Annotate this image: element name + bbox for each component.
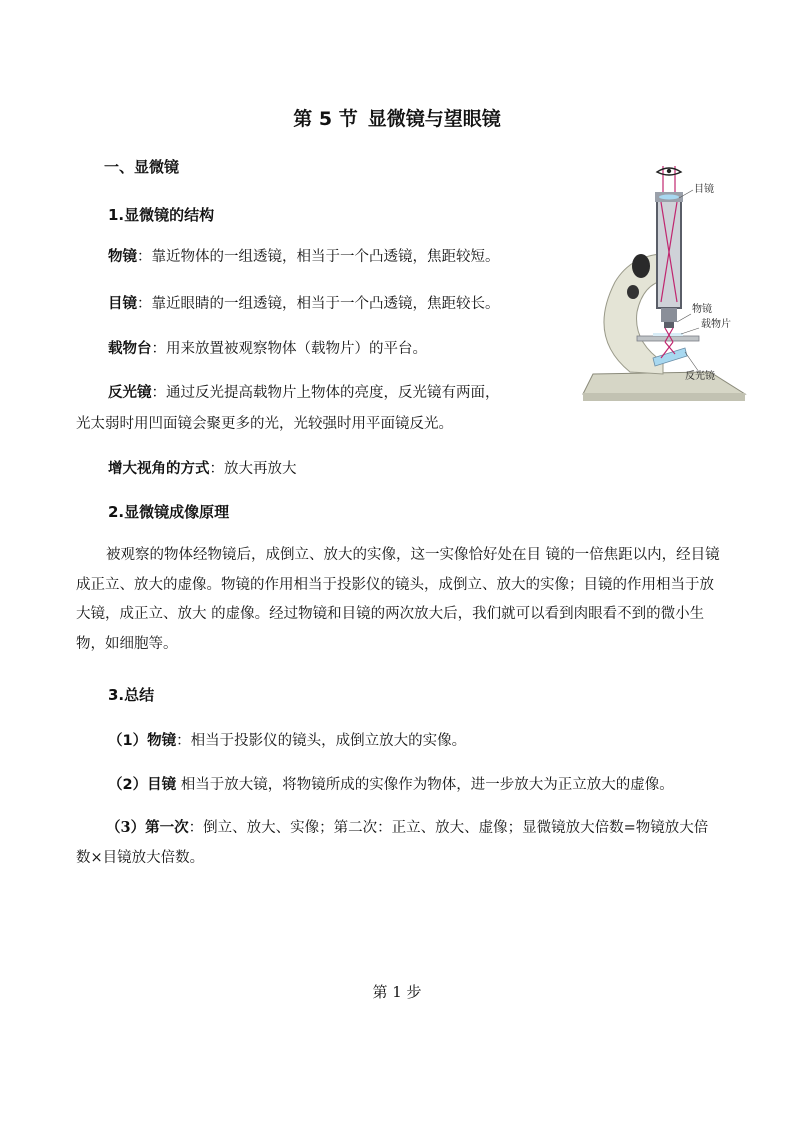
eyepiece-lens — [659, 195, 679, 200]
subheading-summary: 3.总结 — [108, 686, 155, 704]
summary-text: ：相当于投影仪的镜头，成倒立放大的实像。 — [176, 733, 467, 749]
microscope-diagram — [575, 162, 750, 407]
summary-text: ：倒立、放大、实像；第二次：正立、放大、虚像；显微镜放大倍数=物镜放大倍数×目镜放大倍数。 — [76, 820, 709, 866]
page-title — [0, 104, 794, 131]
summary-item-3 — [76, 813, 720, 873]
summary-num: （3） — [106, 819, 146, 836]
heading-microscope: 一、显微镜 — [104, 158, 180, 176]
summary-term: 物镜 — [147, 733, 177, 749]
item-objective — [108, 245, 500, 266]
summary-num: （1） — [108, 733, 148, 749]
item-term: 目镜 — [108, 296, 137, 312]
coarse-focus-knob — [632, 254, 650, 278]
section-number: 第 5 节 — [293, 108, 358, 130]
objective-lens — [664, 322, 674, 328]
item-text: ：靠近眼睛的一组透镜，相当于一个凸透镜，焦距较长。 — [137, 296, 500, 312]
item-term: 反光镜 — [108, 385, 152, 401]
summary-item-1 — [108, 729, 466, 750]
item-text: ：放大再放大 — [209, 461, 297, 477]
item-angle — [108, 457, 297, 478]
label-mirror: 反光镜 — [685, 371, 715, 382]
subheading-principle: 2.显微镜成像原理 — [108, 503, 230, 521]
eye-pupil — [667, 169, 671, 173]
item-reflector — [108, 381, 500, 402]
item-term: 载物台 — [108, 341, 152, 357]
microscope-base-edge — [583, 393, 745, 401]
summary-text: 相当于放大镜，将物镜所成的实像作为物体，进一步放大为正立放大的虚像。 — [176, 777, 674, 793]
label-slide: 载物片 — [701, 319, 731, 330]
label-objective: 物镜 — [692, 304, 712, 315]
item-reflector-continued: 光太弱时用凹面镜会聚更多的光，光较强时用平面镜反光。 — [76, 416, 453, 432]
item-text: ：用来放置被观察物体（载物片）的平台。 — [151, 341, 427, 357]
principle-text: 被观察的物体经物镜后，成倒立、放大的实像，这一实像恰好处在目 镜的一倍焦距以内，经目镜成正立、放大的虚像。物镜的作用相当于投影仪的镜头，成倒立、放大的实像；目镜的作用相当于放大镜，成正立、放大 的虚像。经过物镜和目镜的两次放大后，我们就可以看到肉眼看不到的微小生物，如细胞等。 — [76, 547, 720, 652]
item-text: ：靠近物体的一组透镜，相当于一个凸透镜，焦距较短。 — [137, 249, 500, 265]
item-stage — [108, 337, 427, 358]
objective-housing — [661, 308, 677, 322]
subheading-structure: 1.显微镜的结构 — [108, 206, 215, 224]
item-term: 增大视角的方式 — [108, 461, 210, 477]
summary-item-2 — [108, 773, 674, 794]
summary-term: 目镜 — [147, 777, 177, 793]
fine-focus-knob — [627, 285, 639, 299]
item-term: 物镜 — [108, 249, 137, 265]
summary-num: （2） — [108, 777, 148, 793]
section-name: 显微镜与望眼镜 — [367, 108, 501, 130]
item-eyepiece — [108, 292, 500, 313]
principle-paragraph — [76, 541, 720, 659]
item-text: ：通过反光提高载物片上物体的亮度，反光镜有两面， — [151, 385, 500, 401]
label-eyepiece: 目镜 — [694, 184, 714, 195]
mirror — [653, 348, 687, 366]
page-footer: 第 1 步 — [372, 983, 422, 1001]
microscope-base — [583, 372, 745, 394]
summary-term: 第一次 — [145, 819, 189, 836]
